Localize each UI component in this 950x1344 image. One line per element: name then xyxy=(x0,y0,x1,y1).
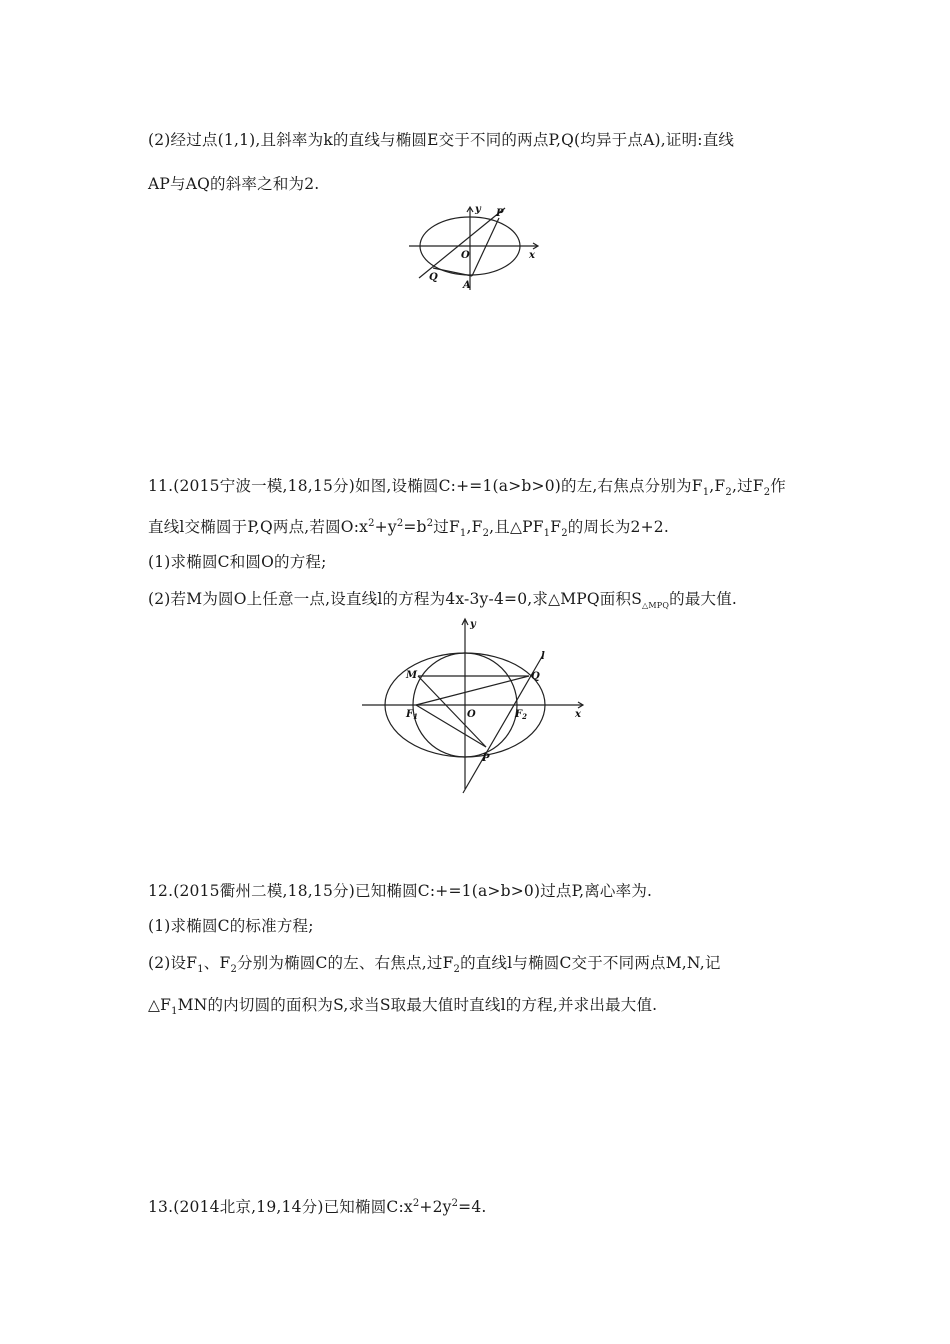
fig1-label-p: P xyxy=(496,208,504,219)
line-aq xyxy=(433,268,472,276)
fig1-label-y: y xyxy=(475,204,481,215)
q11-part2: (2)若M为圆O上任意一点,设直线l的方程为4x-3y-4=0,求△MPQ面积$S_{\triangle MPQ}$的最大值. xyxy=(148,590,738,611)
fig1-label-o: O xyxy=(461,250,470,261)
fig2-label-q: Q xyxy=(531,671,540,682)
fig2-label-m: M xyxy=(406,670,418,681)
fig2-label-x: x xyxy=(575,709,581,720)
fig1-label-x: x xyxy=(529,250,535,261)
fig2-label-f2: $F_2$ xyxy=(515,709,527,721)
q10-part2-line1: (2)经过点(1,1),且斜率为k的直线与椭圆E交于不同的两点P,Q(均异于点A),证明:直线 xyxy=(148,131,735,149)
q11-line1: 11.(2015宁波一模,18,15分)如图,设椭圆C:+=1(a>b>0)的左,右焦点分别为$F_1,F_2$,过$F_2$作 xyxy=(148,477,786,499)
line-ap xyxy=(472,218,499,276)
q12-line1: 12.(2015衢州二模,18,15分)已知椭圆C:+=1(a>b>0)过点P,离心率为. xyxy=(148,882,653,900)
fig2-label-y: y xyxy=(470,619,476,630)
fig2-label-f1: $F_1$ xyxy=(406,709,418,721)
q12-part2: (2)设$F_1$、$F_2$分别为椭圆C的左、右焦点,过$F_2$的直线l与椭圆C交于不同两点M,N,记 xyxy=(148,954,721,976)
fig1-label-q: Q xyxy=(429,272,438,283)
q11-line2: 直线l交椭圆于P,Q两点,若圆$O:x^2+y^2=b^2$过$F_1,F_2$,且$\triangle PF_1F_2$的周长为2+2. xyxy=(148,517,669,540)
fig1-label-a: A xyxy=(463,280,471,291)
fig2-label-o: O xyxy=(467,709,476,720)
figure-ellipse-1 xyxy=(405,200,550,295)
q10-part2-line2: AP与AQ的斜率之和为2. xyxy=(148,175,320,193)
q12-part1: (1)求椭圆C的标准方程; xyxy=(148,917,314,935)
figure-ellipse-2 xyxy=(358,615,588,795)
q13-line1: 13.(2014北京,19,14分)已知椭圆$C:x^2+2y^2=4$. xyxy=(148,1197,487,1216)
segment-f1q xyxy=(416,676,529,705)
q12-line3: $\triangle F_1MN$的内切圆的面积为S,求当S取最大值时直线l的方程,并求出最大值. xyxy=(148,996,658,1018)
fig2-label-p: P xyxy=(482,753,490,764)
fig2-label-l: l xyxy=(541,651,545,662)
line-pq xyxy=(419,208,505,278)
q11-part1: (1)求椭圆C和圆O的方程; xyxy=(148,553,327,571)
segment-mp xyxy=(418,676,486,747)
